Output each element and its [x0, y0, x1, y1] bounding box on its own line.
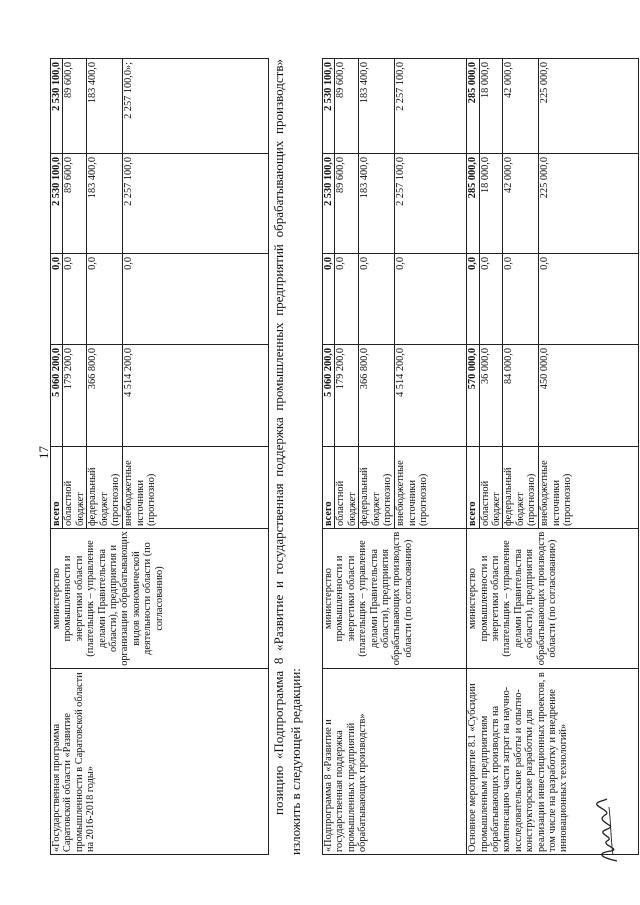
funding-source-cell: всего [323, 447, 335, 529]
table-row [51, 59, 63, 855]
executor-cell: министерство промышленности и энергетики области (плательщик – управление делами Правительства области), предприятия и организации обрабатывающих видов экономической деятельности области (по согласованию) [51, 529, 269, 669]
year-2016-cell: 0,0 [335, 254, 359, 345]
year-2017-cell: 2 530 100,0 [323, 154, 335, 254]
year-2016-cell: 0,0 [467, 254, 479, 345]
program-name-cell: «Подпрограмма 8 «Развитие и государственная поддержка промышленных предприятий обрабатывающих производств» [323, 669, 467, 855]
total-amount-cell: 570 000,0 [467, 345, 479, 447]
year-2016-cell: 0,0 [87, 254, 123, 345]
funding-source-cell: внебюджетные источники (прогнозно) [395, 447, 467, 529]
year-2018-cell: 2 530 100,0 [51, 59, 63, 154]
subprogram-table-body [323, 59, 639, 855]
total-amount-cell: 450 000,0 [539, 345, 639, 447]
year-2018-cell: 183 400,0 [359, 59, 395, 154]
year-2016-cell: 0,0 [479, 254, 503, 345]
year-2018-cell: 89 600,0 [63, 59, 87, 154]
total-amount-cell: 5 060 200,0 [323, 345, 335, 447]
amendment-text: позицию «Подпрограмма 8 «Развитие и государственная поддержка промышленных предприятий обрабатывающих производств» изложить в следующей редакции: [271, 59, 303, 855]
year-2018-cell: 285 000,0 [467, 59, 479, 154]
total-amount-cell: 366 800,0 [87, 345, 123, 447]
funding-source-cell: федеральный бюджет (прогнозно) [87, 447, 123, 529]
funding-source-cell: федеральный бюджет (прогнозно) [359, 447, 395, 529]
year-2017-cell: 2 257 100,0 [123, 154, 269, 254]
funding-source-cell: внебюджетные источники (прогнозно) [123, 447, 269, 529]
total-amount-cell: 366 800,0 [359, 345, 395, 447]
year-2017-cell: 183 400,0 [359, 154, 395, 254]
table-row [467, 59, 479, 855]
year-2018-cell: 2 257 100,0 [395, 59, 467, 154]
year-2017-cell: 285 000,0 [467, 154, 479, 254]
funding-source-cell: областной бюджет [479, 447, 503, 529]
executor-cell: министерство промышленности и энергетики области (плательщик – управление делами Правительства области), предприятия обрабатывающих производств области (по согласованию) [323, 529, 467, 669]
program-name-cell: «Государственная программа Саратовской области «Развитие промышленности в Саратовской области на 2016-2018 годы» [51, 669, 269, 855]
year-2018-cell: 89 600,0 [335, 59, 359, 154]
year-2018-cell: 2 257 100,0»; [123, 59, 269, 154]
year-2017-cell: 225 000,0 [539, 154, 639, 254]
table-row [323, 59, 335, 855]
year-2017-cell: 2 257 100,0 [395, 154, 467, 254]
year-2016-cell: 0,0 [323, 254, 335, 345]
funding-source-cell: всего [51, 447, 63, 529]
funding-source-cell: федеральный бюджет (прогнозно) [503, 447, 539, 529]
year-2016-cell: 0,0 [123, 254, 269, 345]
total-amount-cell: 179 200,0 [63, 345, 87, 447]
year-2017-cell: 183 400,0 [87, 154, 123, 254]
handwritten-signature [587, 795, 627, 865]
year-2016-cell: 0,0 [63, 254, 87, 345]
year-2018-cell: 18 000,0 [479, 59, 503, 154]
year-2017-cell: 2 530 100,0 [51, 154, 63, 254]
program-name-cell: Основное мероприятие 8.1 «Субсидии промышленным предприятиям обрабатывающих производств на компенсацию части затрат на научно-исследовательские работы и опытно-конструкторские разработки для реализации инвестиционных проектов, в том числе на разработку и внедрение инновационных технологий» [467, 669, 639, 855]
program-table [50, 58, 269, 855]
funding-source-cell: областной бюджет [63, 447, 87, 529]
year-2017-cell: 18 000,0 [479, 154, 503, 254]
year-2016-cell: 0,0 [503, 254, 539, 345]
year-2018-cell: 225 000,0 [539, 59, 639, 154]
year-2018-cell: 2 530 100,0 [323, 59, 335, 154]
total-amount-cell: 84 000,0 [503, 345, 539, 447]
page-number: 17 [36, 446, 51, 459]
program-table-body [51, 59, 269, 855]
total-amount-cell: 5 060 200,0 [51, 345, 63, 447]
total-amount-cell: 36 000,0 [479, 345, 503, 447]
year-2016-cell: 0,0 [51, 254, 63, 345]
year-2016-cell: 0,0 [395, 254, 467, 345]
funding-source-cell: всего [467, 447, 479, 529]
year-2018-cell: 42 000,0 [503, 59, 539, 154]
year-2017-cell: 42 000,0 [503, 154, 539, 254]
total-amount-cell: 4 514 200,0 [395, 345, 467, 447]
funding-source-cell: областной бюджет [335, 447, 359, 529]
year-2017-cell: 89 600,0 [63, 154, 87, 254]
funding-source-cell: внебюджетные источники (прогнозно) [539, 447, 639, 529]
total-amount-cell: 4 514 200,0 [123, 345, 269, 447]
subprogram-table [322, 58, 639, 855]
year-2017-cell: 89 600,0 [335, 154, 359, 254]
year-2016-cell: 0,0 [359, 254, 395, 345]
year-2016-cell: 0,0 [539, 254, 639, 345]
total-amount-cell: 179 200,0 [335, 345, 359, 447]
executor-cell: министерство промышленности и энергетики области (плательщик – управление делами Правительства области), предприятия обрабатывающих производств области (по согласованию) [467, 529, 639, 669]
year-2018-cell: 183 400,0 [87, 59, 123, 154]
